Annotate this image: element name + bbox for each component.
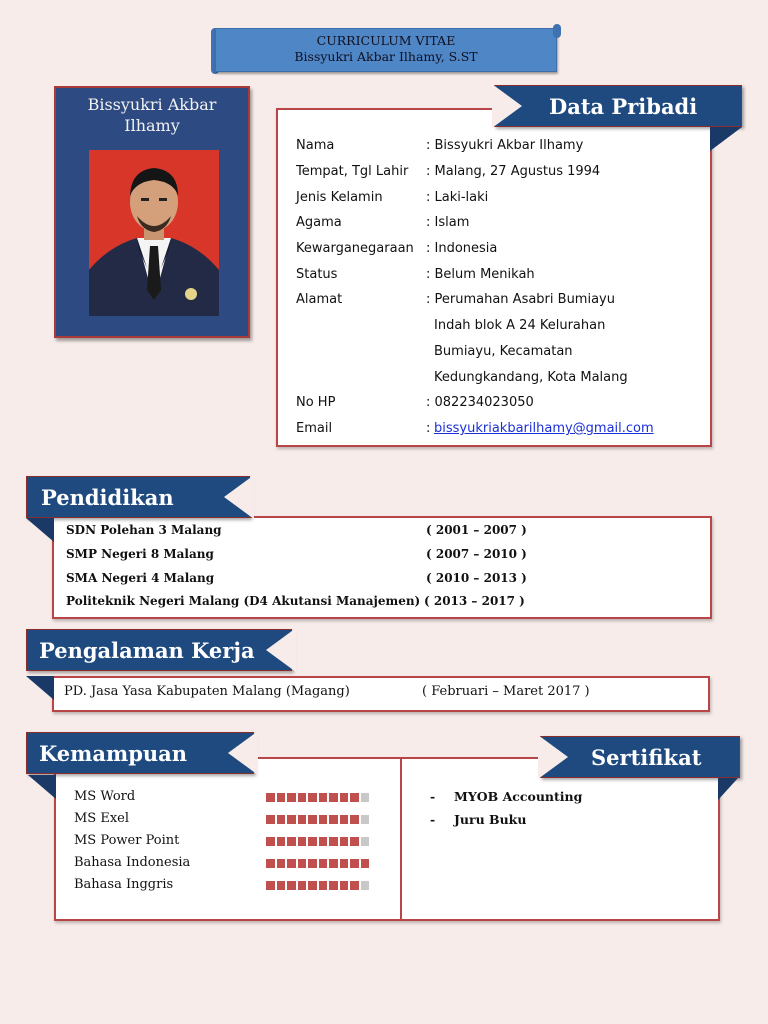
experience-period-1: ( Februari – Maret 2017 ) <box>422 684 590 699</box>
profile-photo <box>89 150 219 316</box>
cv-title-banner <box>211 26 557 74</box>
certificate-item-2: Juru Buku <box>454 812 527 827</box>
ribbon-fold <box>26 518 54 542</box>
field-value-religion: : Islam <box>426 215 470 230</box>
education-years-3: ( 2010 – 2013 ) <box>426 571 527 585</box>
ribbon-notch-right <box>224 731 258 775</box>
skill-bar-1 <box>266 793 369 802</box>
skill-level-filled <box>298 815 307 824</box>
skill-level-filled <box>350 859 359 868</box>
certificate-item-1: MYOB Accounting <box>454 789 583 804</box>
cv-heading: CURRICULUM VITAE <box>316 33 456 48</box>
skill-level-filled <box>277 881 286 890</box>
skill-level-filled <box>329 837 338 846</box>
banner-body <box>215 28 557 72</box>
email-link[interactable]: bissyukriakbarilhamy@gmail.com <box>434 421 654 436</box>
skill-bar-4 <box>266 859 369 868</box>
field-email-colon: : <box>426 421 431 436</box>
education-school-2: SMP Negeri 8 Malang <box>66 547 214 561</box>
field-label-birth: Tempat, Tgl Lahir <box>296 164 409 179</box>
ribbon-fold <box>710 127 744 151</box>
skill-level-filled <box>298 881 307 890</box>
column-divider <box>400 759 402 919</box>
field-label-nationality: Kewarganegaraan <box>296 241 414 256</box>
skill-level-filled <box>329 859 338 868</box>
profile-name-line1: Bissyukri Akbar <box>87 95 217 114</box>
experience-place-1: PD. Jasa Yasa Kabupaten Malang (Magang) <box>64 684 350 699</box>
skill-level-filled <box>340 793 349 802</box>
ribbon-notch-right <box>262 628 296 672</box>
profile-name-line2: Ilhamy <box>124 116 180 135</box>
skill-level-filled <box>361 859 370 868</box>
ribbon-fold <box>718 778 740 800</box>
section-heading-kemampuan <box>26 732 254 774</box>
skill-level-filled <box>308 881 317 890</box>
skill-level-filled <box>308 859 317 868</box>
skill-level-filled <box>308 793 317 802</box>
skill-level-filled <box>329 815 338 824</box>
skill-level-filled <box>319 881 328 890</box>
field-label-status: Status <box>296 267 338 282</box>
section-title: Kemampuan <box>39 741 188 766</box>
skill-bar-2 <box>266 815 369 824</box>
skill-level-filled <box>298 793 307 802</box>
field-value-birth: : Malang, 27 Agustus 1994 <box>426 164 601 179</box>
skill-bar-5 <box>266 881 369 890</box>
skill-level-filled <box>287 859 296 868</box>
skill-level-filled <box>277 859 286 868</box>
education-school-4: Politeknik Negeri Malang (D4 Akutansi Manajemen) <box>66 594 421 608</box>
education-box <box>52 516 712 619</box>
skill-level-filled <box>308 837 317 846</box>
skill-level-filled <box>329 881 338 890</box>
skill-level-filled <box>266 815 275 824</box>
section-title: Pendidikan <box>41 485 174 510</box>
ribbon-fold <box>28 775 56 799</box>
education-years-2: ( 2007 – 2010 ) <box>426 547 527 561</box>
field-value-gender: : Laki-laki <box>426 190 489 205</box>
section-heading-pendidikan <box>26 476 250 518</box>
field-value-address: : Perumahan Asabri Bumiayu <box>426 292 615 307</box>
skill-label-1: MS Word <box>74 789 136 804</box>
section-heading-data-pribadi <box>494 85 742 127</box>
skill-level-filled <box>308 815 317 824</box>
skill-level-empty <box>361 815 370 824</box>
skill-label-4: Bahasa Indonesia <box>74 855 191 870</box>
personal-data-box <box>276 108 712 447</box>
skill-bar-3 <box>266 837 369 846</box>
ribbon-fold <box>26 676 54 700</box>
experience-box <box>52 676 710 712</box>
field-value-status: : Belum Menikah <box>426 267 535 282</box>
skill-level-filled <box>287 881 296 890</box>
cv-owner-name: Bissyukri Akbar Ilhamy, S.ST <box>294 49 478 64</box>
field-label-name: Nama <box>296 138 335 153</box>
skill-level-filled <box>350 837 359 846</box>
education-years-1: ( 2001 – 2007 ) <box>426 523 527 537</box>
skill-level-filled <box>277 815 286 824</box>
profile-name <box>56 94 248 136</box>
field-label-address: Alamat <box>296 292 343 307</box>
scroll-curl-right <box>553 24 561 38</box>
education-school-3: SMA Negeri 4 Malang <box>66 571 215 585</box>
field-value-phone: : 082234023050 <box>426 395 534 410</box>
field-label-email: Email <box>296 421 333 436</box>
skill-level-filled <box>319 859 328 868</box>
skill-level-filled <box>329 793 338 802</box>
skill-label-2: MS Exel <box>74 811 130 826</box>
skill-level-filled <box>350 793 359 802</box>
skill-level-filled <box>277 837 286 846</box>
field-label-phone: No HP <box>296 395 336 410</box>
skill-label-3: MS Power Point <box>74 833 180 848</box>
section-title: Pengalaman Kerja <box>39 638 255 663</box>
skill-level-filled <box>277 793 286 802</box>
field-value-nationality: : Indonesia <box>426 241 498 256</box>
skill-label-5: Bahasa Inggris <box>74 877 174 892</box>
skill-level-filled <box>298 859 307 868</box>
certificate-bullet-1: - <box>430 789 436 804</box>
skill-level-filled <box>340 881 349 890</box>
section-title: Sertifikat <box>591 745 702 770</box>
education-school-1: SDN Polehan 3 Malang <box>66 523 222 537</box>
skill-level-empty <box>361 837 370 846</box>
section-title: Data Pribadi <box>549 94 698 119</box>
profile-panel <box>54 86 250 338</box>
skill-level-filled <box>266 859 275 868</box>
education-years-4: ( 2013 – 2017 ) <box>424 594 525 608</box>
ribbon-notch-right <box>220 475 254 519</box>
skill-level-filled <box>319 793 328 802</box>
skill-level-filled <box>319 837 328 846</box>
address-line-2: Indah blok A 24 Kelurahan <box>434 318 606 333</box>
skill-level-filled <box>340 859 349 868</box>
skill-level-filled <box>340 837 349 846</box>
person-portrait-icon <box>89 150 219 316</box>
certificate-bullet-2: - <box>430 812 436 827</box>
address-line-3: Bumiayu, Kecamatan <box>434 344 573 359</box>
skill-level-filled <box>350 815 359 824</box>
skill-level-filled <box>287 815 296 824</box>
skill-level-filled <box>340 815 349 824</box>
skill-level-filled <box>287 793 296 802</box>
skill-level-filled <box>319 815 328 824</box>
skill-level-filled <box>266 881 275 890</box>
skill-level-filled <box>298 837 307 846</box>
skill-level-filled <box>266 837 275 846</box>
section-heading-pengalaman-kerja <box>26 629 292 671</box>
skills-certificates-box <box>54 757 720 921</box>
skill-level-filled <box>287 837 296 846</box>
field-value-name: : Bissyukri Akbar Ilhamy <box>426 138 584 153</box>
ribbon-notch-left <box>492 84 528 128</box>
address-line-4: Kedungkandang, Kota Malang <box>434 370 628 385</box>
skill-level-empty <box>361 793 370 802</box>
ribbon-notch-left <box>538 735 574 779</box>
skill-level-filled <box>266 793 275 802</box>
field-label-gender: Jenis Kelamin <box>296 190 383 205</box>
skill-level-empty <box>361 881 370 890</box>
field-label-religion: Agama <box>296 215 342 230</box>
skill-level-filled <box>350 881 359 890</box>
